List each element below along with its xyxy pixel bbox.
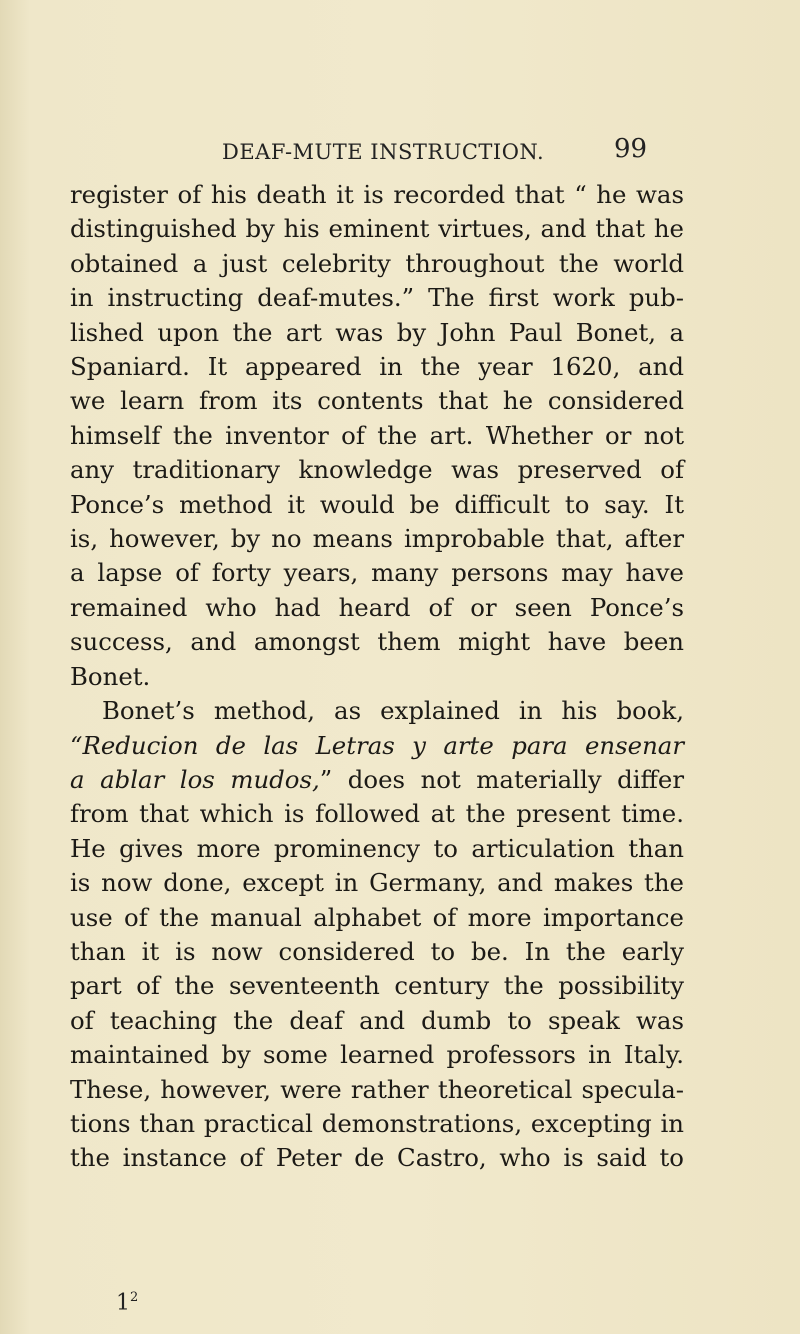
text-line (70, 763, 684, 797)
text-line: is, however, by no means improbable that, after (70, 524, 684, 554)
text-line: These, however, were rather theoretical specula- (70, 1074, 684, 1104)
text-line: success, and amongst them might have been (70, 627, 684, 657)
text-line: we learn from its contents that he considered (70, 386, 684, 416)
text-line: He gives more prominency to articulation than (70, 833, 684, 863)
page-number: 99 (614, 134, 648, 164)
text-line: tions than practical demonstrations, excepting in (70, 1108, 684, 1138)
text-line: Ponce’s method it would be difficult to say. It (70, 489, 684, 519)
paragraph-1 (70, 178, 684, 694)
paragraph-2 (70, 694, 684, 1176)
text-line: of teaching the deaf and dumb to speak was (70, 1005, 684, 1035)
text-line: Spaniard. It appeared in the year 1620, and (70, 352, 684, 382)
signature-number: 1 (116, 1290, 130, 1316)
book-title-part-1: “Reducion de las Letras y arte para ensenar (70, 730, 684, 760)
signature-mark (116, 1290, 138, 1315)
text-line: use of the manual alphabet of more importance (70, 902, 684, 932)
signature-superscript: 2 (130, 1290, 139, 1305)
text-line: Bonet. (70, 661, 151, 691)
title-continuation: ” does not materially differ (319, 764, 684, 794)
text-line: any traditionary knowledge was preserved of (70, 455, 684, 485)
text-line: distinguished by his eminent virtues, and that he (70, 214, 684, 244)
text-line: Bonet’s method, as explained in his book, (102, 696, 684, 726)
text-line: is now done, except in Germany, and makes the (70, 868, 684, 898)
text-line: obtained a just celebrity throughout the world (70, 248, 684, 278)
text-line: a lapse of forty years, many persons may have (70, 558, 684, 588)
text-line: than it is now considered to be. In the early (70, 936, 684, 966)
text-line (70, 729, 684, 763)
text-line: from that which is followed at the present time. (70, 799, 684, 829)
body-text (70, 178, 684, 1176)
page-header (0, 134, 800, 174)
text-line: maintained by some learned professors in Italy. (70, 1040, 684, 1070)
book-title-part-2: a ablar los mudos, (70, 764, 320, 794)
text-line: himself the inventor of the art. Whether or not (70, 420, 684, 450)
text-line: register of his death it is recorded that “ he was (70, 180, 684, 209)
text-line: in instructing deaf-mutes.” The first work pub- (70, 283, 684, 313)
text-line: the instance of Peter de Castro, who is said to (70, 1143, 684, 1173)
text-line: lished upon the art was by John Paul Bonet, a (70, 317, 684, 347)
text-line: part of the seventeenth century the possibility (70, 971, 684, 1001)
text-line: remained who had heard of or seen Ponce’s (70, 592, 684, 622)
running-head: DEAF-MUTE INSTRUCTION. (222, 140, 545, 164)
